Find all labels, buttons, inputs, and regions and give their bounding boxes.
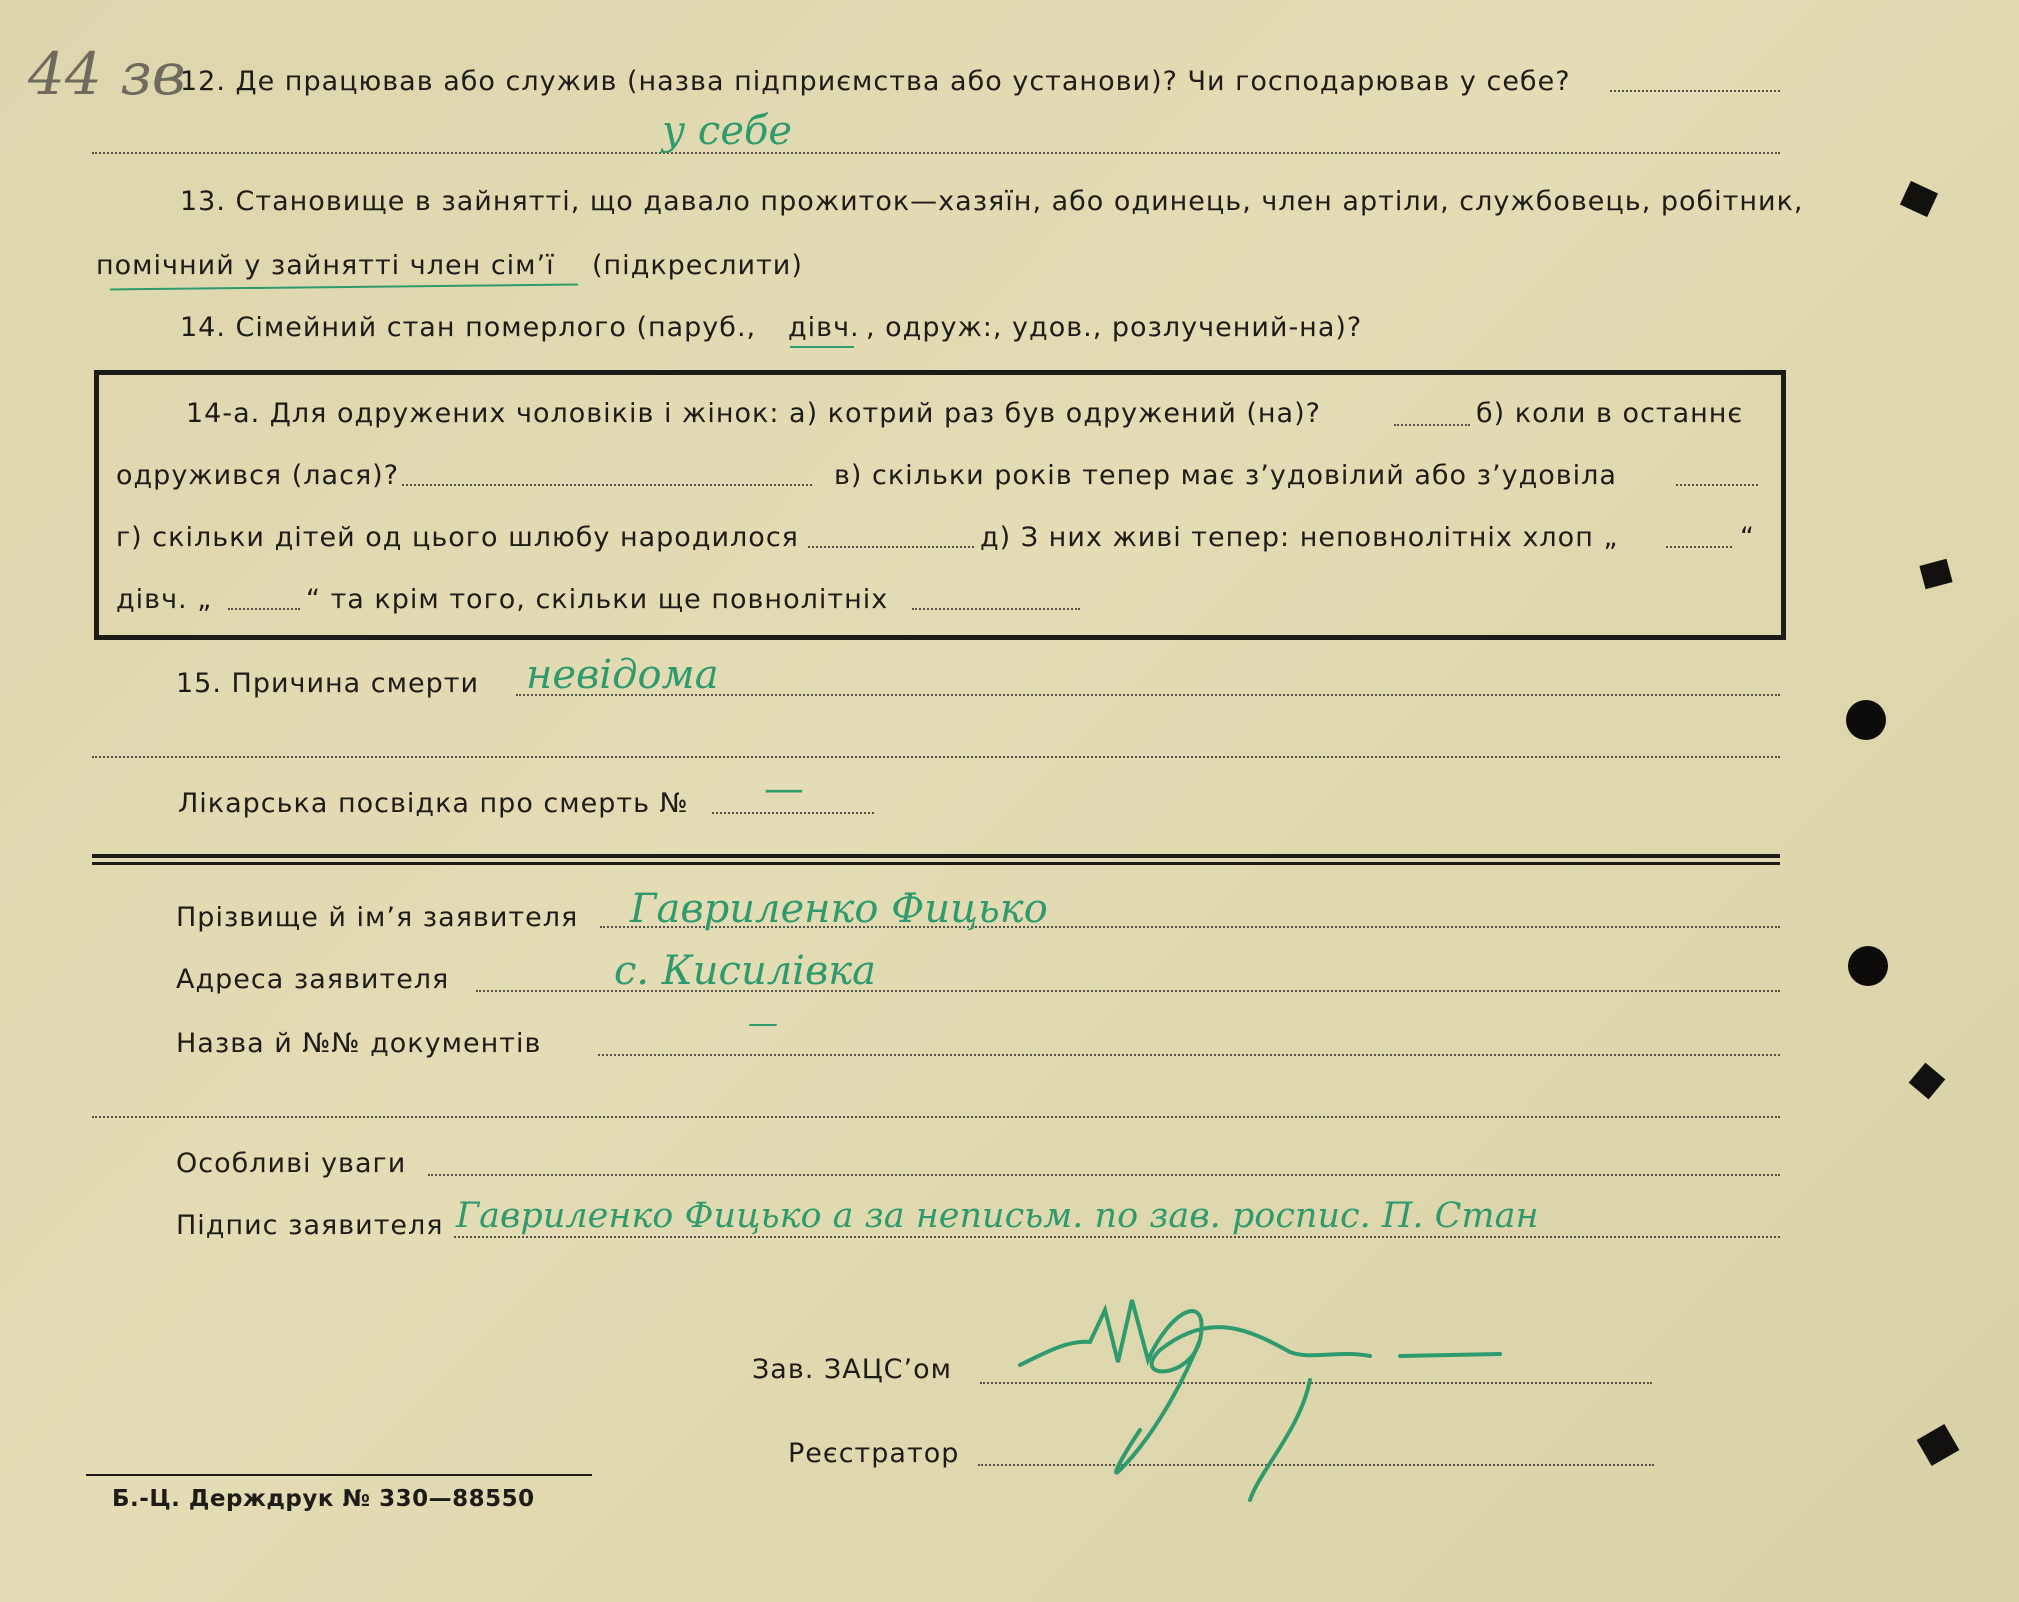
answer-line — [1394, 424, 1470, 426]
documents-label: Назва й №№ документів — [176, 1028, 542, 1059]
answer-line — [912, 608, 1080, 610]
question-13-line1: 13. Становище в зайнятті, що давало прожиток—хазяїн, або одинець, член артіли, службовець, робітник, — [180, 186, 1804, 217]
section-divider — [92, 862, 1780, 865]
binder-hole-top — [1846, 700, 1886, 740]
applicant-signature-value: Гавриленко Фицько а за неписьм. по зав. роспис. П. Стан — [456, 1196, 1539, 1236]
special-notes-label: Особливі уваги — [176, 1148, 407, 1179]
answer-line — [808, 546, 974, 548]
question-14a-line4b: “ та крім того, скільки ще повнолітніх — [306, 584, 889, 615]
answer-line — [1610, 90, 1780, 92]
torn-edge-mark — [1909, 1063, 1946, 1100]
answer-line — [402, 484, 812, 486]
torn-edge-mark — [1900, 181, 1938, 217]
answer-line — [712, 812, 874, 814]
question-12-answer: у себе — [662, 108, 793, 154]
torn-edge-mark — [1917, 1424, 1960, 1466]
question-15-answer: невідома — [526, 652, 719, 698]
question-14a-line3a: г) скільки дітей од цього шлюбу народилося — [116, 522, 799, 553]
question-14-prefix: 14. Сімейний стан померлого (паруб., — [180, 312, 757, 343]
footer-rule — [86, 1474, 592, 1476]
section-divider — [92, 854, 1780, 858]
applicant-name-label: Прізвище й ім’я заявителя — [176, 902, 579, 933]
question-14-suffix: , одруж:, удов., розлучений-на)? — [866, 312, 1363, 343]
printer-imprint: Б.-Ц. Держдрук № 330—88550 — [112, 1486, 535, 1512]
question-12-label: 12. Де працював або служив (назва підприємства або установи)? Чи господарював у себе? — [180, 66, 1571, 97]
question-14-selected: дівч. — [788, 312, 860, 343]
question-14a-line2a: одружився (лася)? — [116, 460, 400, 491]
documents-value: — — [748, 1006, 778, 1041]
answer-line — [228, 608, 300, 610]
question-14a-line1a: 14-а. Для одружених чоловіків і жінок: а) котрий раз був одружений (на)? — [186, 398, 1321, 429]
selected-option-underline — [790, 346, 854, 348]
binder-hole-bottom — [1848, 946, 1888, 986]
medical-certificate-label: Лікарська посвідка про смерть № — [178, 788, 689, 819]
applicant-address-value: с. Кисилівка — [614, 948, 876, 994]
question-14a-line3c: “ — [1740, 522, 1755, 553]
question-14a-line4a: дівч. „ — [116, 584, 213, 615]
answer-line — [598, 1054, 1780, 1056]
registrar-label: Реєстратор — [788, 1438, 960, 1469]
answer-line — [428, 1174, 1780, 1176]
applicant-address-label: Адреса заявителя — [176, 964, 450, 995]
answer-line — [1676, 484, 1758, 486]
applicant-signature-label: Підпис заявителя — [176, 1210, 444, 1241]
question-13-underlined-option: помічний у зайнятті член сім’ї — [96, 250, 555, 281]
question-14a-line2b: в) скільки років тепер має з’удовілий або з’удовіла — [834, 460, 1617, 491]
question-14a-line1b: б) коли в останнє — [1476, 398, 1744, 429]
answer-line — [1666, 546, 1732, 548]
question-14a-line3b: д) З них живі тепер: неповнолітніх хлоп „ — [980, 522, 1619, 553]
archive-mark: 44 зв — [28, 40, 186, 108]
question-13-instruction: (підкреслити) — [592, 250, 803, 281]
answer-line — [454, 1236, 1780, 1238]
answer-line — [92, 756, 1780, 758]
zags-head-label: Зав. ЗАЦС’ом — [752, 1354, 952, 1385]
question-15-label: 15. Причина смерти — [176, 668, 480, 699]
answer-line — [92, 152, 1780, 154]
torn-edge-mark — [1919, 559, 1952, 589]
selected-option-underline — [110, 284, 578, 291]
applicant-name-value: Гавриленко Фицько — [630, 886, 1048, 932]
official-signature — [1010, 1270, 1510, 1510]
medical-certificate-answer: — — [764, 766, 804, 812]
answer-line — [92, 1116, 1780, 1118]
